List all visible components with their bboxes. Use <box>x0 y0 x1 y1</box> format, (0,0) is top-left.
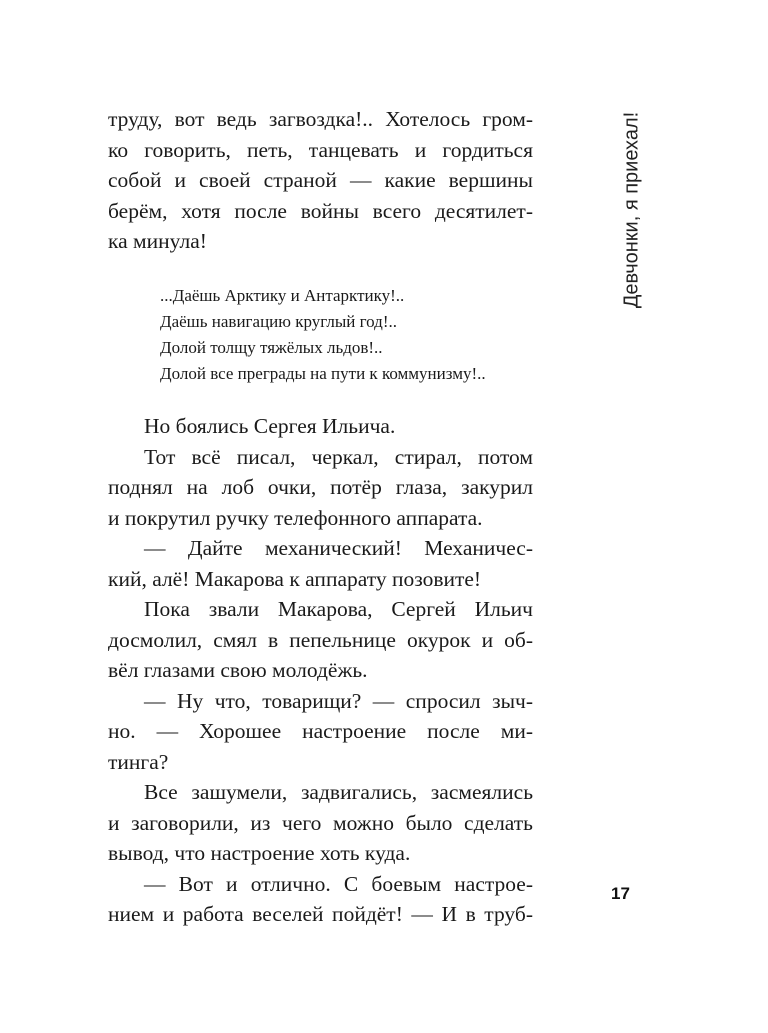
text-line: и покрутил ручку телефонного аппарата. <box>108 505 483 530</box>
text-line: досмолил, смял в пепельнице окурок и об- <box>108 627 533 652</box>
text-line: ка минула! <box>108 229 207 253</box>
text-line: нием и работа веселей пойдёт! — И в труб- <box>108 902 533 926</box>
running-head <box>614 110 650 310</box>
text-line: Пока звали Макарова, Сергей Ильич <box>144 597 533 621</box>
text-line: Тот всё писал, черкал, стирал, потом <box>144 444 533 469</box>
text-line: тинга? <box>108 749 169 774</box>
text-line: — Дайте механический! Механичес- <box>144 536 533 560</box>
text-line: поднял на лоб очки, потёр глаза, закурил <box>108 475 533 499</box>
page-number: 17 <box>611 884 630 903</box>
paragraph-opening <box>108 104 533 257</box>
text-line: берём, хотя после войны всего десятилет- <box>108 198 533 223</box>
text-line: — Ну что, товарищи? — спросил зыч- <box>144 688 533 713</box>
verse-line: Долой толщу тяжёлых льдов!.. <box>160 338 383 357</box>
text-line: вёл глазами свою молодёжь. <box>108 658 368 682</box>
text-line: и заговорили, из чего можно было сделать <box>108 810 533 835</box>
text-line: вывод, что настроение хоть куда. <box>108 841 411 865</box>
running-head-text: Девчонки, я приехал! <box>620 111 643 309</box>
verse-line: ...Даёшь Арктику и Антарктику!.. <box>160 286 405 305</box>
text-line: — Вот и отлично. С боевым настрое- <box>144 871 533 896</box>
text-line: Все зашумели, задвигались, засмеялись <box>144 780 533 804</box>
text-line: но. — Хорошее настроение после ми- <box>108 719 533 743</box>
text-line: ко говорить, петь, танцевать и гордиться <box>108 137 533 162</box>
body-text <box>108 411 533 930</box>
verse-line: Даёшь навигацию круглый год!.. <box>160 312 397 331</box>
text-line: собой и своей страной — какие вершины <box>108 168 533 192</box>
verse-line: Долой все преграды на пути к коммунизму!.. <box>160 364 486 383</box>
text-line: труду, вот ведь загвоздка!.. Хотелось гром- <box>108 107 533 131</box>
text-line: кий, алё! Макарова к аппарату позовите! <box>108 566 482 591</box>
text-line: Но боялись Сергея Ильича. <box>144 414 396 438</box>
verse-quote <box>160 283 486 387</box>
